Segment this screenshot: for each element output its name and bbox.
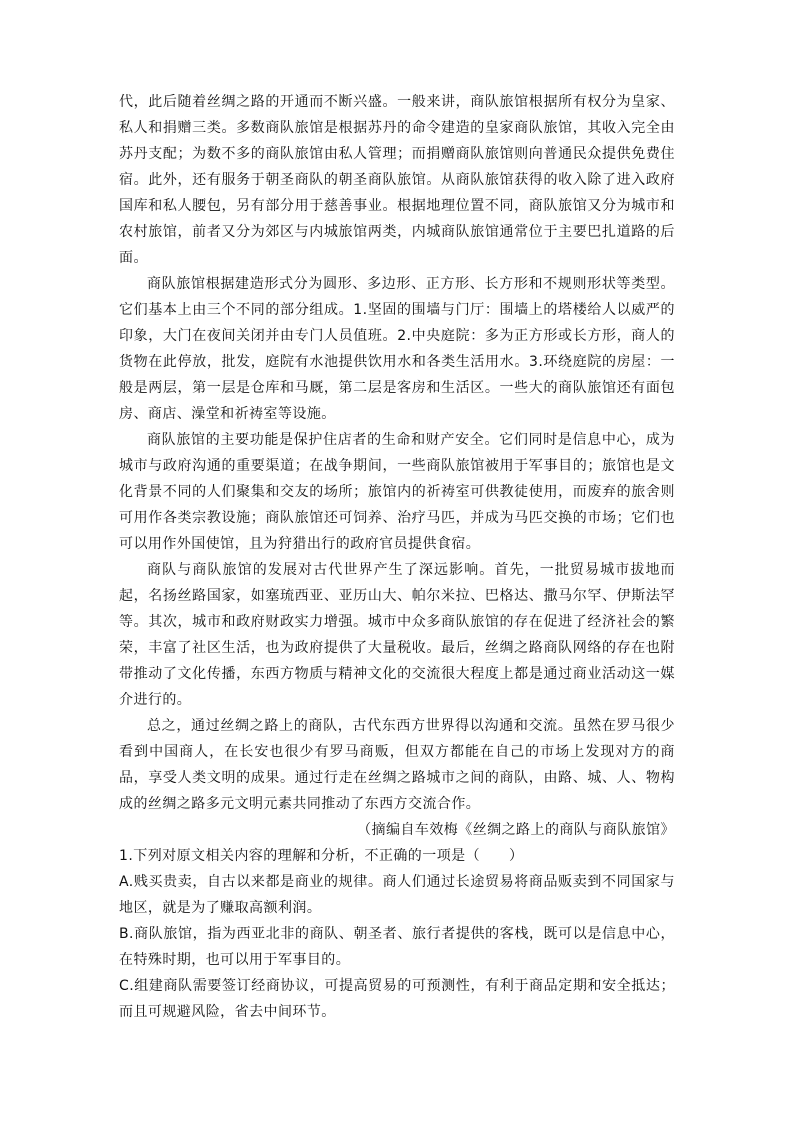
question-option-c: C.组建商队需要签订经商协议，可提高贸易的可预测性，有利于商品定期和安全抵达；而且可规避风险，省去中间环节。 bbox=[119, 978, 675, 1020]
article-paragraph-5: 总之，通过丝绸之路上的商队，古代东西方世界得以沟通和交流。虽然在罗马很少看到中国商人，在长安也很少有罗马商贩，但双方都能在自己的市场上发现对方的商品，享受人类文明的成果。通过行走在丝绸之路城市之间的商队，由路、城、人、物构成的丝绸之路多元文明元素共同推动了东西方交流合作。 bbox=[119, 718, 675, 812]
article-paragraph-3: 商队旅馆的主要功能是保护住店者的生命和财产安全。它们同时是信息中心，成为城市与政府沟通的重要渠道；在战争期间，一些商队旅馆被用于军事目的；旅馆也是文化背景不同的人们聚集和交友的场所；旅馆内的祈祷室可供教徒使用，而废弃的旅舍则可用作各类宗教设施；商队旅馆还可饲养、治疗马匹，并成为马匹交换的市场；它们也可以用作外国使馆，且为狩猎出行的政府官员提供食宿。 bbox=[119, 432, 675, 552]
article-paragraph-1: 代，此后随着丝绸之路的开通而不断兴盛。一般来讲，商队旅馆根据所有权分为皇家、私人和捐赠三类。多数商队旅馆是根据苏丹的命令建造的皇家商队旅馆，其收入完全由苏丹支配；为数不多的商队旅馆由私人管理；而捐赠商队旅馆则向普通民众提供免费住宿。此外，还有服务于朝圣商队的朝圣商队旅馆。从商队旅馆获得的收入除了进入政府国库和私人腰包，另有部分用于慈善事业。根据地理位置不同，商队旅馆又分为城市和农村旅馆，前者又分为郊区与内城旅馆两类，内城商队旅馆通常位于主要巴扎道路的后面。 bbox=[119, 94, 675, 266]
question-stem: 1.下列对原文相关内容的理解和分析，不正确的一项是（ ） bbox=[119, 848, 524, 864]
article-paragraph-4: 商队与商队旅馆的发展对古代世界产生了深远影响。首先，一批贸易城市拔地而起，名扬丝路国家，如塞琉西亚、亚历山大、帕尔米拉、巴格达、撒马尔罕、伊斯法罕等。其次，城市和政府财政实力增强。城市中众多商队旅馆的存在促进了经济社会的繁荣，丰富了社区生活，也为政府提供了大量税收。最后，丝绸之路商队网络的存在也附带推动了文化传播，东西方物质与精神文化的交流很大程度上都是通过商业活动这一媒介进行的。 bbox=[119, 562, 675, 708]
article-source: （摘编自车效梅《丝绸之路上的商队与商队旅馆》 bbox=[357, 822, 675, 838]
article-paragraph-2: 商队旅馆根据建造形式分为圆形、多边形、正方形、长方形和不规则形状等类型。它们基本上由三个不同的部分组成。1.坚固的围墙与门厅：围墙上的塔楼给人以威严的印象，大门在夜间关闭并由专门人员值班。2.中央庭院：多为正方形或长方形，商人的货物在此停放，批发，庭院有水池提供饮用水和各类生活用水。3.环绕庭院的房屋：一般是两层，第一层是仓库和马厩，第二层是客房和生活区。一些大的商队旅馆还有面包房、商店、澡堂和祈祷室等设施。 bbox=[119, 276, 675, 422]
question-option-a: A.贱买贵卖，自古以来都是商业的规律。商人们通过长途贸易将商品贩卖到不同国家与地区，就是为了赚取高额利润。 bbox=[119, 874, 675, 916]
question-option-b: B.商队旅馆，指为西亚北非的商队、朝圣者、旅行者提供的客栈，既可以是信息中心，在特殊时期，也可以用于军事目的。 bbox=[119, 926, 675, 968]
